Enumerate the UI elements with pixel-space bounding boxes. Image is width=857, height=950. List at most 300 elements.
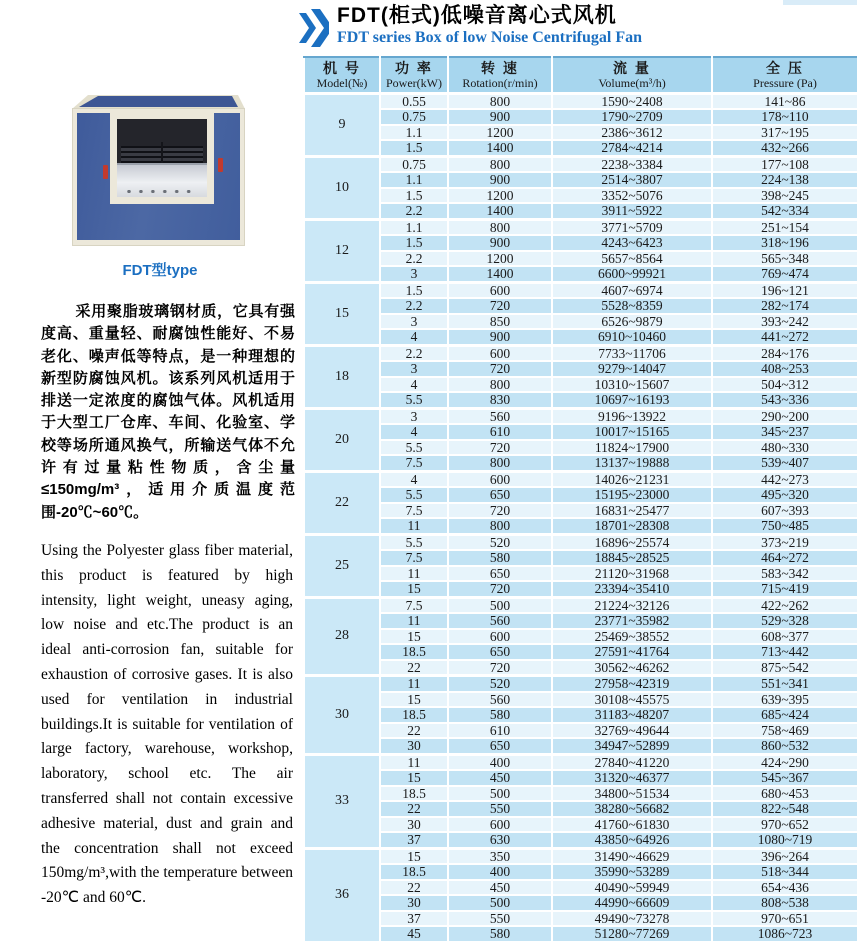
spec-cell: 41760~61830 — [552, 817, 712, 833]
table-row — [304, 786, 857, 802]
spec-cell: 650 — [448, 738, 552, 754]
spec-cell: 27958~42319 — [552, 676, 712, 692]
spec-cell: 3911~5922 — [552, 203, 712, 219]
spec-cell: 51280~77269 — [552, 926, 712, 942]
spec-cell: 600 — [448, 282, 552, 298]
col-header-volume: 流 量 Volume(m³/h) — [552, 57, 712, 93]
spec-cell: 6910~10460 — [552, 329, 712, 345]
spec-cell: 6526~9879 — [552, 314, 712, 330]
table-row — [304, 832, 857, 848]
table-row — [304, 926, 857, 942]
table-row — [304, 629, 857, 645]
spec-cell: 1590~2408 — [552, 93, 712, 109]
spec-cell: 13137~19888 — [552, 455, 712, 471]
spec-cell: 43850~64926 — [552, 832, 712, 848]
table-row — [304, 235, 857, 251]
spec-cell: 18.5 — [380, 707, 448, 723]
spec-cell: 21120~31968 — [552, 566, 712, 582]
table-row — [304, 377, 857, 393]
spec-cell: 542~334 — [712, 203, 857, 219]
spec-cell: 11 — [380, 676, 448, 692]
spec-cell: 464~272 — [712, 550, 857, 566]
table-row — [304, 864, 857, 880]
spec-cell: 545~367 — [712, 770, 857, 786]
spec-cell: 600 — [448, 817, 552, 833]
spec-cell: 480~330 — [712, 440, 857, 456]
spec-cell: 31490~46629 — [552, 848, 712, 864]
table-row — [304, 723, 857, 739]
spec-cell: 22 — [380, 880, 448, 896]
spec-cell: 18701~28308 — [552, 518, 712, 534]
spec-cell: 800 — [448, 518, 552, 534]
spec-cell: 529~328 — [712, 613, 857, 629]
table-row — [304, 880, 857, 896]
double-chevron-icon — [299, 7, 329, 49]
col-header-rotation: 转 速 Rotation(r/min) — [448, 57, 552, 93]
spec-cell: 3 — [380, 408, 448, 424]
table-row — [304, 660, 857, 676]
model-cell: 28 — [304, 597, 380, 676]
col-header-model: 机 号 Model(№) — [304, 57, 380, 93]
spec-cell: 14026~21231 — [552, 471, 712, 487]
fan-box-opening — [110, 112, 214, 204]
table-row — [304, 125, 857, 141]
spec-cell: 373~219 — [712, 534, 857, 550]
spec-cell: 720 — [448, 503, 552, 519]
spec-cell: 4 — [380, 377, 448, 393]
table-row — [304, 754, 857, 770]
spec-cell: 393~242 — [712, 314, 857, 330]
spec-cell: 18.5 — [380, 864, 448, 880]
table-row — [304, 140, 857, 156]
spec-cell: 1.1 — [380, 125, 448, 141]
spec-cell: 970~651 — [712, 911, 857, 927]
model-cell: 18 — [304, 345, 380, 408]
spec-cell: 2.2 — [380, 345, 448, 361]
spec-cell: 720 — [448, 440, 552, 456]
spec-cell: 32769~49644 — [552, 723, 712, 739]
table-row — [304, 298, 857, 314]
spec-cell: 408~253 — [712, 361, 857, 377]
spec-cell: 224~138 — [712, 172, 857, 188]
table-row — [304, 911, 857, 927]
model-cell: 33 — [304, 754, 380, 848]
spec-cell: 600 — [448, 345, 552, 361]
spec-cell: 5.5 — [380, 392, 448, 408]
table-row — [304, 534, 857, 550]
spec-cell: 650 — [448, 644, 552, 660]
spec-cell: 560 — [448, 613, 552, 629]
spec-cell: 40490~59949 — [552, 880, 712, 896]
spec-cell: 800 — [448, 156, 552, 172]
spec-cell: 22 — [380, 660, 448, 676]
spec-cell: 1200 — [448, 251, 552, 267]
spec-cell: 550 — [448, 911, 552, 927]
spec-cell: 45 — [380, 926, 448, 942]
spec-cell: 1200 — [448, 188, 552, 204]
spec-cell: 2784~4214 — [552, 140, 712, 156]
spec-cell: 38280~56682 — [552, 801, 712, 817]
spec-cell: 580 — [448, 550, 552, 566]
spec-cell: 580 — [448, 707, 552, 723]
spec-cell: 18845~28525 — [552, 550, 712, 566]
spec-cell: 0.75 — [380, 156, 448, 172]
spec-cell: 610 — [448, 424, 552, 440]
spec-cell: 4 — [380, 424, 448, 440]
spec-cell: 560 — [448, 692, 552, 708]
spec-cell: 10017~15165 — [552, 424, 712, 440]
spec-cell: 2238~3384 — [552, 156, 712, 172]
spec-cell: 850 — [448, 314, 552, 330]
spec-cell: 30 — [380, 817, 448, 833]
spec-cell: 11 — [380, 613, 448, 629]
spec-cell: 1400 — [448, 203, 552, 219]
spec-cell: 15 — [380, 629, 448, 645]
table-row — [304, 345, 857, 361]
spec-cell: 1400 — [448, 266, 552, 282]
spec-cell: 345~237 — [712, 424, 857, 440]
corner-decoration — [783, 0, 857, 5]
table-row — [304, 581, 857, 597]
spec-cell: 422~262 — [712, 597, 857, 613]
spec-cell: 318~196 — [712, 235, 857, 251]
spec-cell: 680~453 — [712, 786, 857, 802]
spec-cell: 23771~35982 — [552, 613, 712, 629]
spec-cell: 720 — [448, 298, 552, 314]
spec-cell: 284~176 — [712, 345, 857, 361]
spec-cell: 27840~41220 — [552, 754, 712, 770]
spec-cell: 49490~73278 — [552, 911, 712, 927]
spec-cell: 1.5 — [380, 140, 448, 156]
spec-cell: 650 — [448, 487, 552, 503]
spec-cell: 639~395 — [712, 692, 857, 708]
spec-cell: 3771~5709 — [552, 219, 712, 235]
spec-cell: 551~341 — [712, 676, 857, 692]
spec-cell: 22 — [380, 801, 448, 817]
spec-cell: 518~344 — [712, 864, 857, 880]
table-row — [304, 203, 857, 219]
table-row — [304, 471, 857, 487]
spec-cell: 1.5 — [380, 282, 448, 298]
table-row — [304, 408, 857, 424]
spec-cell: 600 — [448, 629, 552, 645]
description-en: Using the Polyester glass fiber material, this product is featured by high intensity, light weight, uneasy aging, low noise and etc.The product is an ideal anti-corrosion fan, suitable for exhaustion of corrosive gases. It is also used for ventilation in industrial buildings.It is suitable for ventilation of large factory, warehouse, workshop, laboratory, school etc. The air transferred shall not contain excessive adhesive material, dust and grain and the concentration shall not exceed 150mg/m³,with the temperature between -20℃ and 60℃. — [41, 542, 293, 907]
spec-cell: 654~436 — [712, 880, 857, 896]
table-row — [304, 156, 857, 172]
table-row — [304, 282, 857, 298]
col-header-pressure: 全 压 Pressure (Pa) — [712, 57, 857, 93]
spec-cell: 5.5 — [380, 534, 448, 550]
table-row — [304, 566, 857, 582]
spec-cell: 7.5 — [380, 503, 448, 519]
spec-cell: 769~474 — [712, 266, 857, 282]
spec-cell: 1.5 — [380, 235, 448, 251]
spec-cell: 5.5 — [380, 440, 448, 456]
left-handle — [103, 165, 108, 179]
table-row — [304, 392, 857, 408]
spec-cell: 715~419 — [712, 581, 857, 597]
spec-cell: 800 — [448, 93, 552, 109]
spec-cell: 6600~99921 — [552, 266, 712, 282]
spec-cell: 1790~2709 — [552, 109, 712, 125]
spec-cell: 3352~5076 — [552, 188, 712, 204]
spec-cell: 800 — [448, 455, 552, 471]
table-row — [304, 738, 857, 754]
spec-cell: 900 — [448, 235, 552, 251]
spec-cell: 560 — [448, 408, 552, 424]
spec-cell: 720 — [448, 361, 552, 377]
spec-cell: 720 — [448, 581, 552, 597]
spec-cell: 1.1 — [380, 172, 448, 188]
spec-cell: 178~110 — [712, 109, 857, 125]
model-cell: 22 — [304, 471, 380, 534]
spec-cell: 450 — [448, 770, 552, 786]
spec-cell: 4243~6423 — [552, 235, 712, 251]
model-cell: 30 — [304, 676, 380, 755]
table-row — [304, 817, 857, 833]
spec-cell: 607~393 — [712, 503, 857, 519]
spec-cell: 543~336 — [712, 392, 857, 408]
spec-cell: 350 — [448, 848, 552, 864]
spec-cell: 21224~32126 — [552, 597, 712, 613]
spec-cell: 442~273 — [712, 471, 857, 487]
spec-cell: 2386~3612 — [552, 125, 712, 141]
col-header-power: 功 率 Power(kW) — [380, 57, 448, 93]
table-row — [304, 93, 857, 109]
spec-cell: 3 — [380, 266, 448, 282]
page-subtitle: FDT series Box of low Noise Centrifugal Fan — [337, 29, 643, 46]
spec-cell: 580 — [448, 926, 552, 942]
spec-cell: 35990~53289 — [552, 864, 712, 880]
table-row — [304, 503, 857, 519]
spec-cell: 875~542 — [712, 660, 857, 676]
spec-cell: 4 — [380, 329, 448, 345]
table-row — [304, 188, 857, 204]
table-row — [304, 848, 857, 864]
spec-cell: 650 — [448, 566, 552, 582]
spec-cell: 16831~25477 — [552, 503, 712, 519]
spec-cell: 4607~6974 — [552, 282, 712, 298]
spec-cell: 860~532 — [712, 738, 857, 754]
spec-table — [303, 56, 857, 943]
table-row — [304, 314, 857, 330]
spec-cell: 4 — [380, 471, 448, 487]
table-row — [304, 692, 857, 708]
bolt-row — [126, 190, 198, 193]
spec-cell: 565~348 — [712, 251, 857, 267]
spec-cell: 432~266 — [712, 140, 857, 156]
spec-cell: 441~272 — [712, 329, 857, 345]
model-cell: 20 — [304, 408, 380, 471]
spec-cell: 44990~66609 — [552, 895, 712, 911]
spec-cell: 450 — [448, 880, 552, 896]
spec-cell: 9196~13922 — [552, 408, 712, 424]
spec-cell: 0.75 — [380, 109, 448, 125]
spec-cell: 10310~15607 — [552, 377, 712, 393]
spec-cell: 900 — [448, 172, 552, 188]
spec-cell: 504~312 — [712, 377, 857, 393]
spec-cell: 900 — [448, 109, 552, 125]
spec-cell: 608~377 — [712, 629, 857, 645]
spec-cell: 10697~16193 — [552, 392, 712, 408]
spec-cell: 800 — [448, 377, 552, 393]
spec-cell: 5657~8564 — [552, 251, 712, 267]
spec-cell: 808~538 — [712, 895, 857, 911]
spec-cell: 3 — [380, 314, 448, 330]
spec-cell: 18.5 — [380, 786, 448, 802]
spec-cell: 317~195 — [712, 125, 857, 141]
spec-cell: 400 — [448, 754, 552, 770]
spec-cell: 30562~46262 — [552, 660, 712, 676]
spec-cell: 177~108 — [712, 156, 857, 172]
table-row — [304, 109, 857, 125]
spec-cell: 500 — [448, 895, 552, 911]
model-cell: 12 — [304, 219, 380, 282]
spec-cell: 822~548 — [712, 801, 857, 817]
spec-cell: 141~86 — [712, 93, 857, 109]
spec-cell: 7.5 — [380, 597, 448, 613]
fan-silver-panel — [117, 163, 207, 197]
spec-cell: 1200 — [448, 125, 552, 141]
spec-cell: 15 — [380, 770, 448, 786]
model-cell: 36 — [304, 848, 380, 942]
spec-cell: 23394~35410 — [552, 581, 712, 597]
model-cell: 10 — [304, 156, 380, 219]
spec-cell: 685~424 — [712, 707, 857, 723]
spec-cell: 11 — [380, 754, 448, 770]
table-row — [304, 707, 857, 723]
spec-cell: 27591~41764 — [552, 644, 712, 660]
spec-cell: 3 — [380, 361, 448, 377]
page-header — [299, 4, 642, 49]
spec-cell: 16896~25574 — [552, 534, 712, 550]
spec-cell: 720 — [448, 660, 552, 676]
spec-cell: 2.2 — [380, 298, 448, 314]
spec-cell: 398~245 — [712, 188, 857, 204]
spec-cell: 830 — [448, 392, 552, 408]
spec-cell: 196~121 — [712, 282, 857, 298]
spec-cell: 11824~17900 — [552, 440, 712, 456]
image-caption: FDT型type — [122, 262, 198, 279]
spec-cell: 600 — [448, 471, 552, 487]
spec-cell: 15 — [380, 692, 448, 708]
spec-cell: 1.5 — [380, 188, 448, 204]
model-cell: 15 — [304, 282, 380, 345]
spec-cell: 495~320 — [712, 487, 857, 503]
spec-cell: 251~154 — [712, 219, 857, 235]
model-cell: 9 — [304, 93, 380, 156]
product-photo — [64, 84, 256, 252]
spec-cell: 22 — [380, 723, 448, 739]
table-row — [304, 251, 857, 267]
spec-cell: 31183~48207 — [552, 707, 712, 723]
spec-cell: 610 — [448, 723, 552, 739]
spec-cell: 290~200 — [712, 408, 857, 424]
table-row — [304, 487, 857, 503]
spec-cell: 15 — [380, 848, 448, 864]
table-row — [304, 455, 857, 471]
spec-cell: 7.5 — [380, 550, 448, 566]
spec-cell: 583~342 — [712, 566, 857, 582]
table-row — [304, 361, 857, 377]
spec-cell: 1086~723 — [712, 926, 857, 942]
spec-cell: 15 — [380, 581, 448, 597]
spec-cell: 2.2 — [380, 203, 448, 219]
spec-cell: 30 — [380, 738, 448, 754]
table-row — [304, 801, 857, 817]
spec-cell: 2.2 — [380, 251, 448, 267]
spec-cell: 25469~38552 — [552, 629, 712, 645]
spec-table-body — [304, 93, 857, 942]
spec-cell: 34800~51534 — [552, 786, 712, 802]
fan-box-interior — [117, 119, 207, 197]
right-handle — [218, 158, 223, 172]
spec-cell: 37 — [380, 832, 448, 848]
description-zh: 采用聚脂玻璃钢材质，它具有强度高、重量轻、耐腐蚀性能好、不易老化、噪声低等特点，是一种理想的新型防腐蚀风机。该系列风机适用于排送一定浓度的腐蚀气体。风机适用于大型工厂仓库、车间、化验室、学校等场所通风换气，所输送气体不允许有过量粘性物质，含尘量≤150mg/m³，适用介质温度范围-20℃~60℃。 — [41, 303, 295, 521]
spec-cell: 1080~719 — [712, 832, 857, 848]
table-row — [304, 550, 857, 566]
page-title: FDT(柜式)低噪音离心式风机 — [337, 4, 617, 27]
table-row — [304, 172, 857, 188]
spec-cell: 520 — [448, 534, 552, 550]
spec-cell: 2514~3807 — [552, 172, 712, 188]
spec-cell: 1400 — [448, 140, 552, 156]
spec-cell: 396~264 — [712, 848, 857, 864]
table-row — [304, 440, 857, 456]
table-row — [304, 329, 857, 345]
table-row — [304, 424, 857, 440]
spec-cell: 550 — [448, 801, 552, 817]
spec-cell: 30108~45575 — [552, 692, 712, 708]
table-row — [304, 644, 857, 660]
spec-cell: 713~442 — [712, 644, 857, 660]
table-row — [304, 895, 857, 911]
spec-cell: 15195~23000 — [552, 487, 712, 503]
spec-cell: 970~652 — [712, 817, 857, 833]
spec-cell: 800 — [448, 219, 552, 235]
table-row — [304, 770, 857, 786]
spec-cell: 31320~46377 — [552, 770, 712, 786]
spec-cell: 30 — [380, 895, 448, 911]
table-row — [304, 518, 857, 534]
spec-cell: 500 — [448, 597, 552, 613]
spec-cell: 34947~52899 — [552, 738, 712, 754]
spec-cell: 9279~14047 — [552, 361, 712, 377]
table-row — [304, 597, 857, 613]
spec-cell: 520 — [448, 676, 552, 692]
spec-cell: 1.1 — [380, 219, 448, 235]
table-row — [304, 266, 857, 282]
table-row — [304, 676, 857, 692]
spec-cell: 282~174 — [712, 298, 857, 314]
spec-cell: 7733~11706 — [552, 345, 712, 361]
table-row — [304, 613, 857, 629]
spec-cell: 758~469 — [712, 723, 857, 739]
table-row — [304, 219, 857, 235]
spec-cell: 0.55 — [380, 93, 448, 109]
spec-cell: 5.5 — [380, 487, 448, 503]
spec-cell: 500 — [448, 786, 552, 802]
spec-cell: 424~290 — [712, 754, 857, 770]
spec-cell: 750~485 — [712, 518, 857, 534]
table-header-row — [304, 57, 857, 93]
spec-cell: 900 — [448, 329, 552, 345]
spec-cell: 630 — [448, 832, 552, 848]
spec-cell: 37 — [380, 911, 448, 927]
spec-cell: 5528~8359 — [552, 298, 712, 314]
spec-cell: 539~407 — [712, 455, 857, 471]
spec-cell: 400 — [448, 864, 552, 880]
